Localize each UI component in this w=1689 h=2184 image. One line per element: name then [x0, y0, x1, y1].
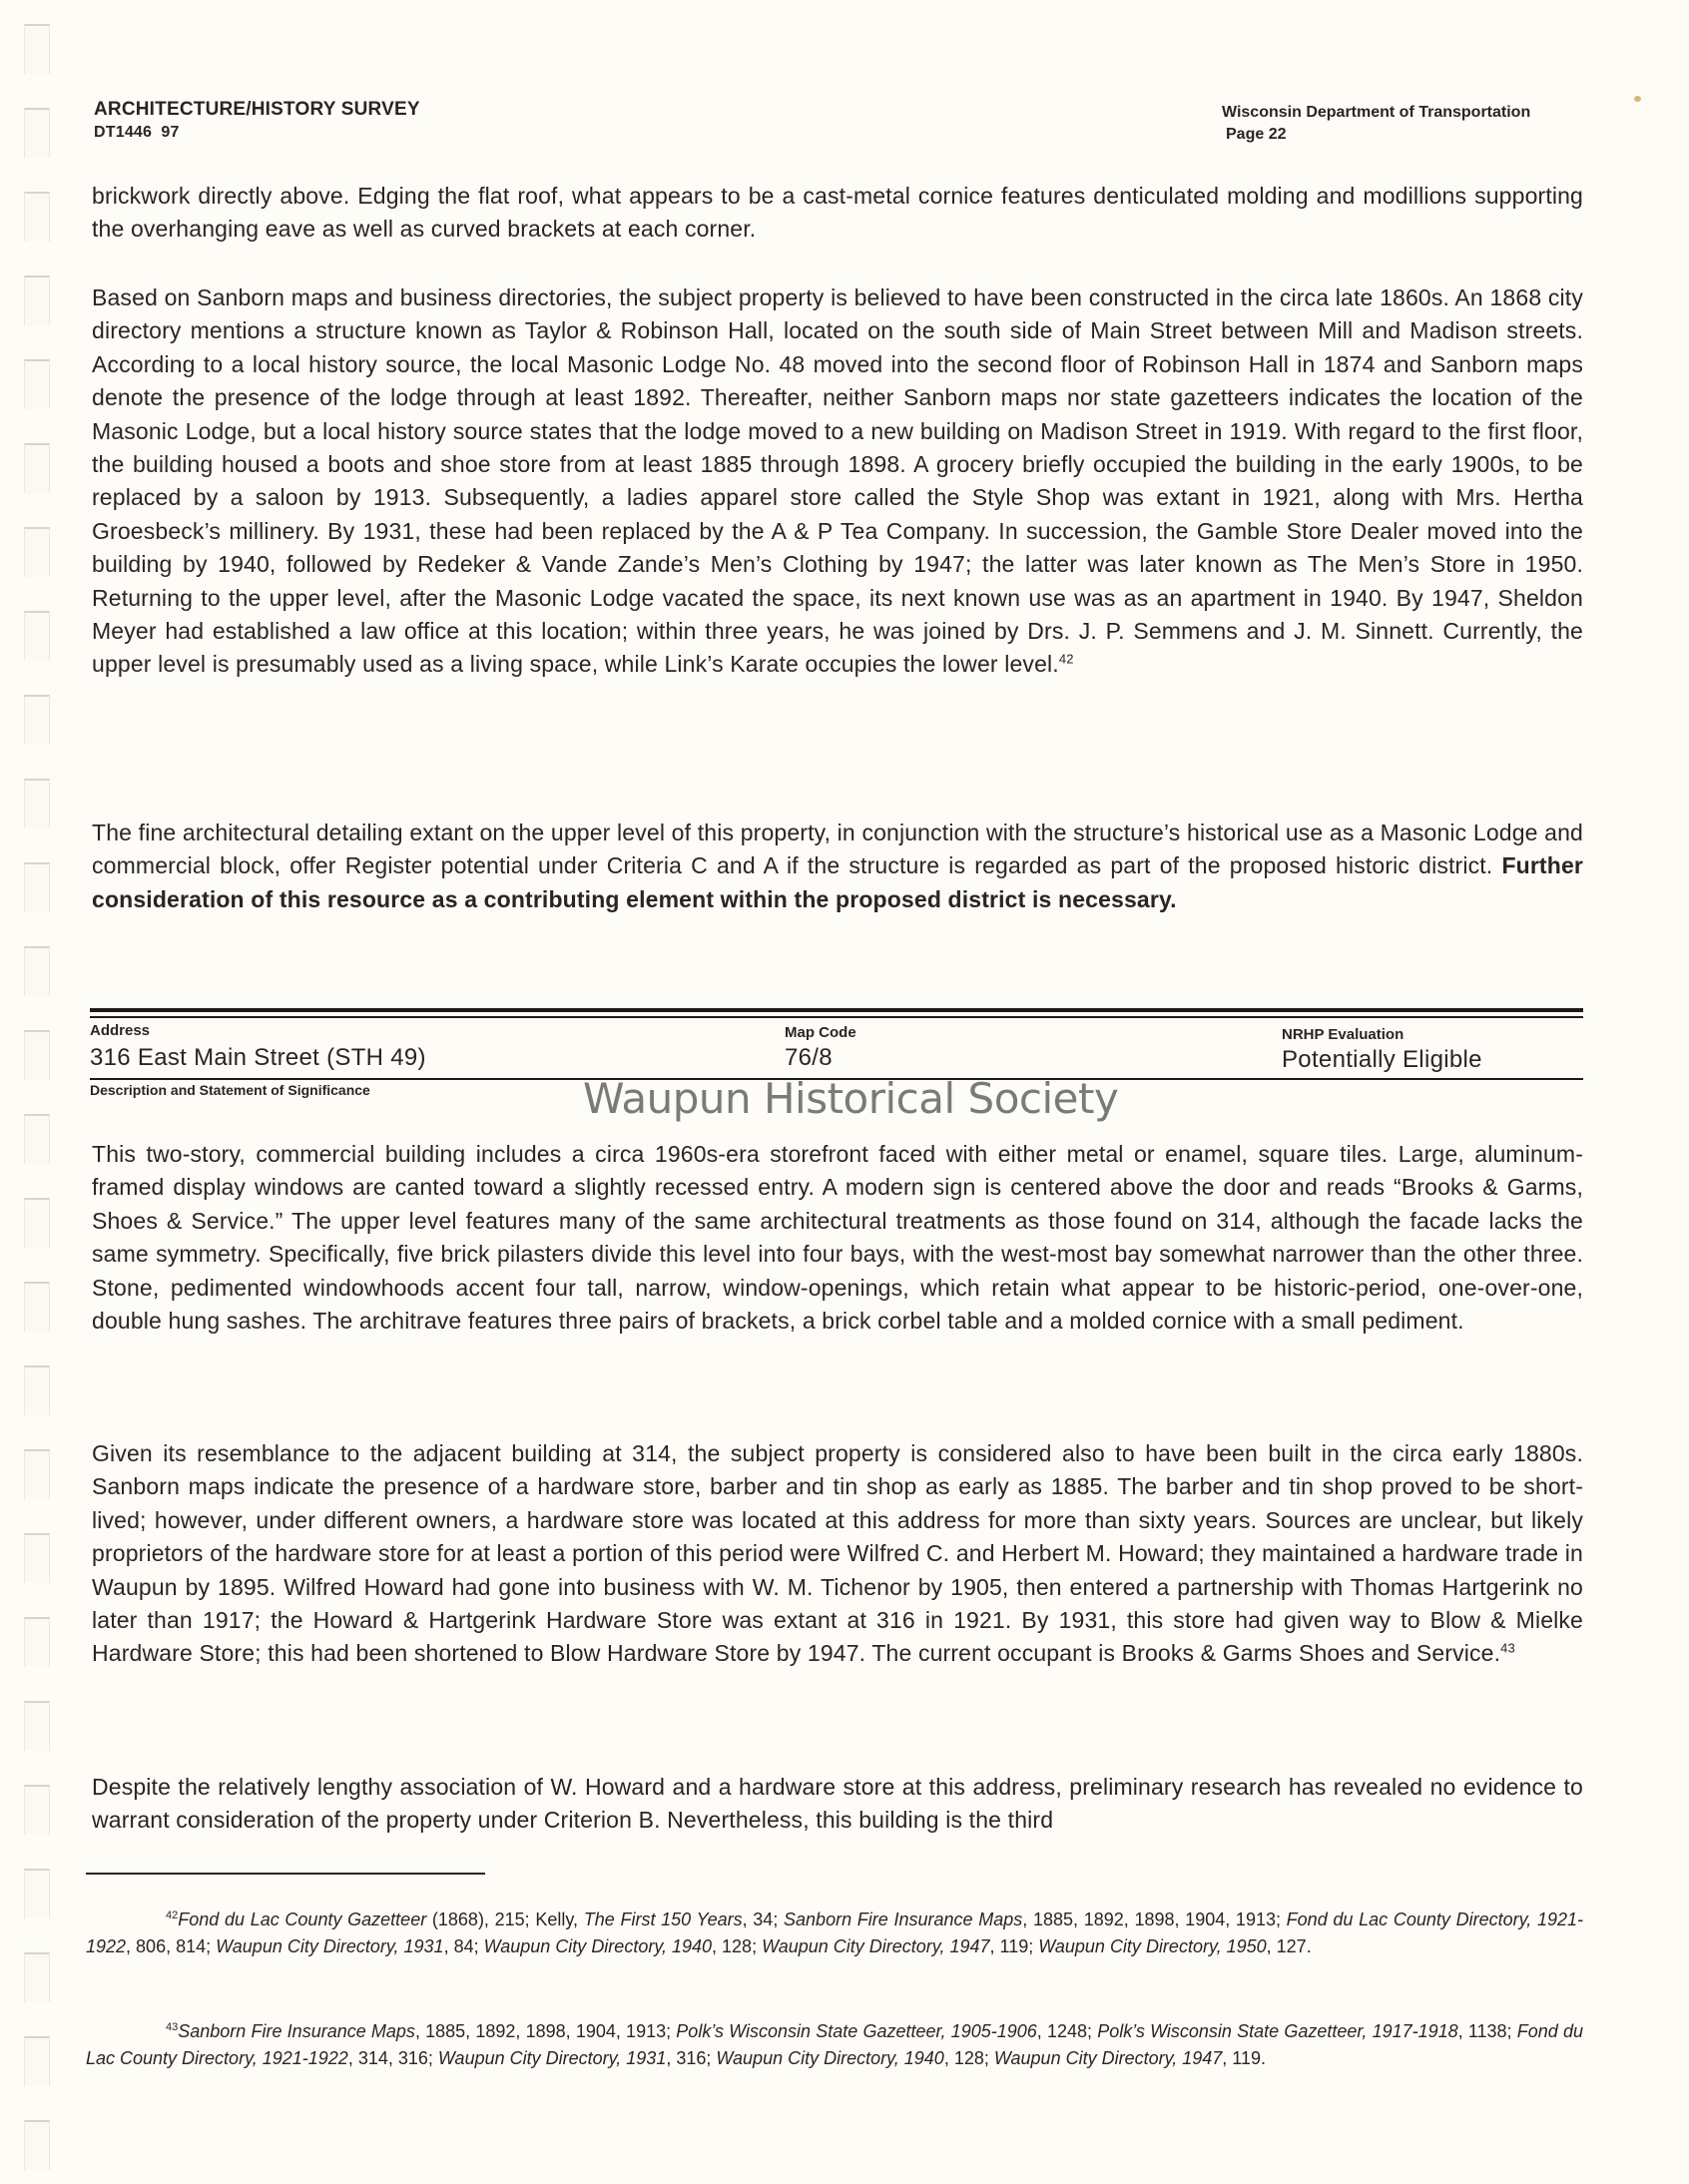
description-label: Description and Statement of Significance: [90, 1082, 370, 1098]
binder-tab: [24, 946, 50, 996]
footnote-separator: [86, 1873, 485, 1875]
address-value: 316 East Main Street (STH 49): [90, 1044, 426, 1071]
citation-title: The First 150 Years: [583, 1910, 743, 1929]
binder-tab: [24, 1198, 50, 1248]
binder-tab: [24, 527, 50, 577]
watermark: Waupun Historical Society: [583, 1074, 1119, 1123]
citation-title: Waupun City Directory, 1931: [216, 1935, 444, 1956]
survey-title: ARCHITECTURE/HISTORY SURVEY: [94, 99, 420, 120]
binder-tab: [24, 359, 50, 409]
footnote-ref[interactable]: 43: [1500, 1640, 1515, 1656]
binder-tab: [24, 1617, 50, 1667]
binder-tab: [24, 1365, 50, 1415]
binder-tab: [24, 1282, 50, 1332]
binder-tab: [24, 1533, 50, 1583]
paragraph-description: [92, 1138, 1583, 1338]
citation-detail: , 1885, 1892, 1898, 1904, 1913;: [1022, 1910, 1287, 1929]
binder-tab: [24, 192, 50, 242]
agency-name: Wisconsin Department of Transportation: [1222, 104, 1531, 121]
paper-stain: [1634, 96, 1641, 102]
binder-tab: [24, 108, 50, 158]
binder-tab: [24, 443, 50, 493]
binder-tab: [24, 1449, 50, 1499]
citation-detail: , 1885, 1892, 1898, 1904, 1913;: [414, 2021, 677, 2041]
paragraph-history: [92, 281, 1583, 682]
citation-detail: , 316;: [666, 2047, 717, 2068]
citation-detail: , 128;: [712, 1935, 763, 1956]
citation-title: Polk’s Wisconsin State Gazetteer, 1905-1906: [676, 2021, 1037, 2041]
footnote-43: [86, 2018, 1583, 2071]
citation-title: Waupun City Directory, 1950: [1038, 1935, 1267, 1956]
binder-tab: [24, 862, 50, 912]
citation-title: Polk’s Wisconsin State Gazetteer, 1917-1918: [1097, 2021, 1458, 2041]
paragraph-criterion-b: [92, 1771, 1583, 1838]
citation-detail: , 119;: [989, 1935, 1039, 1956]
nrhp-value: Potentially Eligible: [1282, 1046, 1482, 1073]
paragraph-hardware-history: [92, 1437, 1583, 1671]
citation-detail: (1868), 215; Kelly,: [426, 1910, 584, 1929]
citation-detail: , 84;: [443, 1935, 484, 1956]
citation-detail: , 127.: [1266, 1935, 1312, 1956]
citation-title: Sanborn Fire Insurance Maps: [178, 2021, 415, 2041]
citation-title: Fond du Lac County Directory, 1921-1922: [86, 1910, 1583, 1956]
citation-title: Waupun City Directory, 1947: [993, 2047, 1223, 2068]
binder-tab: [24, 24, 50, 74]
citation-detail: , 314, 316;: [347, 2047, 438, 2068]
binder-tab: [24, 1785, 50, 1835]
record-rule-top: [90, 1008, 1583, 1012]
citation-title: Waupun City Directory, 1940: [716, 2047, 944, 2068]
citation-title: Fond du Lac County Directory, 1921-1922: [86, 2021, 1583, 2068]
binder-tab: [24, 695, 50, 745]
footnote-number: 43: [166, 2021, 179, 2033]
citation-detail: , 1138;: [1457, 2021, 1517, 2041]
paragraph-text: Given its resemblance to the adjacent building at 314, the subject property is considered also to have been built in the circa early 1880s. Sanborn maps indicate the presence of a hardware store, barber and tin shop as early as 1885. The barber and tin shop proved to be short-lived; however, under different owners, a hardware store was located at this address for more than sixty years. Sources are unclear, but likely proprietors of the hardware store for at least a portion of this period were Wilfred C. and Herbert M. Howard; they maintained a hardware trade in Waupun by 1895. Wilfred Howard had gone into business with W. M. Tichenor by 1905, then entered a partnership with Thomas Hartgerink no later than 1917; the Howard & Hartgerink Hardware Store was extant at 316 in 1921. By 1931, this store had given way to Blow & Mielke Hardware Store; this had been shortened to Blow Hardware Store by 1947. The current occupant is Brooks & Garms Shoes and Service.: [92, 1440, 1583, 1667]
citation-detail: , 34;: [742, 1910, 785, 1929]
citation-title: Waupun City Directory, 1947: [762, 1935, 990, 1956]
paragraph-text: brickwork directly above. Edging the flat roof, what appears to be a cast-metal cornice features denticulated molding and modillions supporting the overhanging eave as well as curved brackets at each corner.: [92, 183, 1583, 243]
citation-detail: , 119.: [1222, 2047, 1266, 2068]
citation-detail: , 128;: [943, 2047, 994, 2068]
citation-detail: , 806, 814;: [126, 1935, 217, 1956]
binder-tab: [24, 275, 50, 325]
citation-title: Fond du Lac County Gazetteer: [178, 1910, 427, 1929]
paragraph-text: Despite the relatively lengthy association of W. Howard and a hardware store at this address, preliminary research has revealed no evidence to warrant consideration of the property under Criterion B. Nevertheless, this building is the third: [92, 1774, 1583, 1834]
paragraph-evaluation: [92, 817, 1583, 916]
binder-tab: [24, 1952, 50, 2002]
paragraph-cornice: [92, 180, 1583, 247]
citation-title: Waupun City Directory, 1940: [483, 1935, 713, 1956]
survey-header: [94, 98, 420, 144]
recommendation-text: Further consideration of this resource as a contributing element within the proposed district is necessary.: [92, 852, 1583, 912]
binder-tab: [24, 1701, 50, 1751]
binder-tab: [24, 1869, 50, 1918]
footnote-text: [86, 2021, 1583, 2068]
binder-tab: [24, 1114, 50, 1164]
binder-tab: [24, 2120, 50, 2170]
paragraph-text: This two-story, commercial building includes a circa 1960s-era storefront faced with either metal or enamel, square tiles. Large, aluminum-framed display windows are canted toward a slightly recessed entry. A modern sign is centered above the door and reads “Brooks & Garms, Shoes & Service.” The upper level features many of the same architectural treatments as those found on 314, although the facade lacks the same symmetry. Specifically, five brick pilasters divide this level into four bays, with the west-most bay somewhat narrower than the other three. Stone, pedimented windowhoods accent four tall, narrow, window-openings, which retain what appear to be historic-period, one-over-one, double hung sashes. The architrave features three pairs of brackets, a brick corbel table and a molded cornice with a small pediment.: [92, 1141, 1583, 1335]
document-code: DT1446 97: [94, 124, 180, 141]
agency-header: [1222, 102, 1530, 146]
footnote-number: 42: [166, 1910, 179, 1921]
nrhp-label: NRHP Evaluation: [1282, 1026, 1405, 1043]
address-label: Address: [90, 1022, 151, 1039]
binder-tab: [24, 611, 50, 661]
binder-tab: [24, 1030, 50, 1080]
paragraph-text: The fine architectural detailing extant on the upper level of this property, in conjunction with the structure’s historical use as a Masonic Lodge and commercial block, offer Register potential under Criteria C and A if the structure is regarded as part of the proposed historic district.: [92, 819, 1583, 879]
citation-title: Waupun City Directory, 1931: [437, 2047, 667, 2068]
map-code-label: Map Code: [785, 1024, 856, 1041]
footnote-ref[interactable]: 42: [1058, 651, 1074, 667]
citation-detail: , 1248;: [1036, 2021, 1098, 2041]
binder-tab: [24, 779, 50, 828]
binder-tab: [24, 2036, 50, 2086]
record-rule-top-thin: [90, 1016, 1583, 1018]
map-code-value: 76/8: [785, 1044, 833, 1071]
page-number: Page 22: [1226, 126, 1287, 143]
citation-title: Sanborn Fire Insurance Maps: [784, 1910, 1023, 1929]
paragraph-text: Based on Sanborn maps and business directories, the subject property is believed to have been constructed in the circa late 1860s. An 1868 city directory mentions a structure known as Taylor & Robinson Hall, located on the south side of Main Street between Mill and Madison streets. According to a local history source, the local Masonic Lodge No. 48 moved into the second floor of Robinson Hall in 1874 and Sanborn maps denote the presence of the lodge through at least 1892. Thereafter, neither Sanborn maps nor state gazetteers indicates the location of the Masonic Lodge, but a local history source states that the lodge moved to a new building on Madison Street in 1919. With regard to the first floor, the building housed a boots and shoe store from at least 1885 through 1898. A grocery briefly occupied the building in the early 1900s, to be replaced by a saloon by 1913. Subsequently, a ladies apparel store called the Style Shop was extant in 1921, along with Mrs. Hertha Groesbeck’s millinery. By 1931, these had been replaced by the A & P Tea Company. In succession, the Gamble Store Dealer moved into the building by 1940, followed by Redeker & Vande Zande’s Men’s Clothing by 1947; the latter was later known as The Men’s Store in 1950. Returning to the upper level, after the Masonic Lodge vacated the space, its next known use was as an apartment in 1940. By 1947, Sheldon Meyer had established a law office at this location; within three years, he was joined by Drs. J. P. Semmens and J. M. Sinnett. Currently, the upper level is presumably used as a living space, while Link’s Karate occupies the lower level.: [92, 284, 1583, 678]
footnote-text: [86, 1910, 1583, 1956]
footnote-42: [86, 1907, 1583, 1959]
